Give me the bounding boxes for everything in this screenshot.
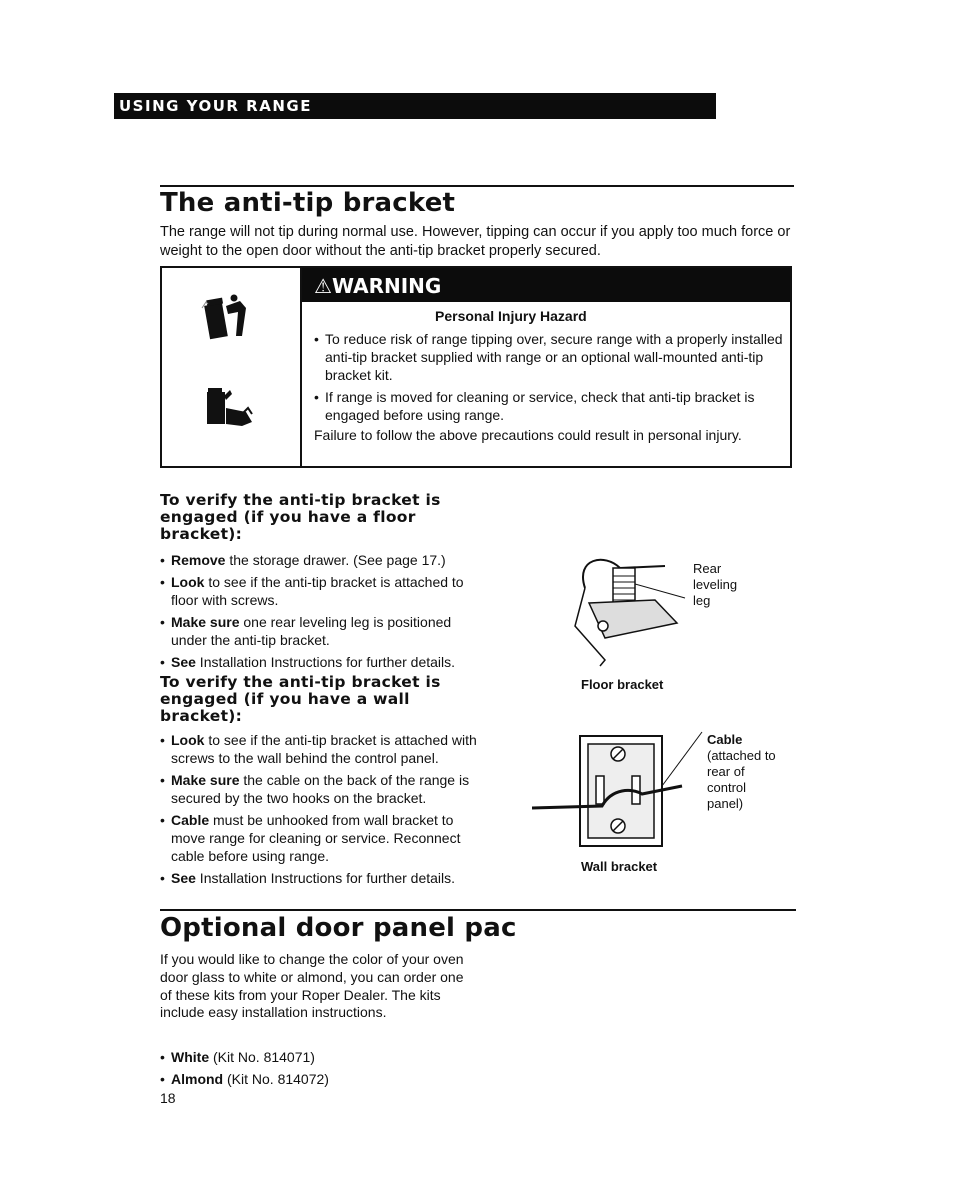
list-item: • See Installation Instructions for further details.: [160, 653, 490, 671]
list-item: • Make sure one rear leveling leg is positioned under the anti-tip bracket.: [160, 613, 490, 649]
warning-footer: Failure to follow the above precautions could result in personal injury.: [314, 427, 742, 443]
cable-label: Cable (attached to rear of control panel): [707, 732, 776, 811]
wall-heading: To verify the anti-tip bracket is engaged (if you have a wall bracket):: [160, 673, 441, 725]
section-rule: [160, 185, 794, 187]
warning-banner: [302, 268, 790, 302]
kit-list: [160, 1048, 460, 1092]
wall-list: [160, 731, 490, 891]
warning-label: WARNING: [331, 274, 442, 298]
list-item: • Cable must be unhooked from wall bracket to move range for cleaning or service. Reconnect cable before using range.: [160, 811, 490, 865]
tipping-range-illustration: [162, 268, 300, 466]
list-item: • Look to see if the anti-tip bracket is attached with screws to the wall behind the control panel.: [160, 731, 490, 767]
list-item: • Almond (Kit No. 814072): [160, 1070, 460, 1088]
floor-bracket-illustration: [565, 548, 695, 670]
floor-heading: To verify the anti-tip bracket is engaged (if you have a floor bracket):: [160, 491, 441, 543]
list-item: • See Installation Instructions for further details.: [160, 869, 490, 887]
warning-item: • To reduce risk of range tipping over, secure range with a properly installed anti-tip bracket supplied with range or an optional wall-mounted anti-tip bracket kit.: [314, 330, 784, 384]
section-rule: [160, 909, 796, 911]
floor-list: [160, 551, 490, 675]
page-number: 18: [160, 1090, 176, 1106]
section-header: USING YOUR RANGE: [114, 93, 716, 119]
range-tipping-icon: [202, 295, 246, 340]
wall-bracket-caption: Wall bracket: [581, 859, 658, 874]
list-item: • Remove the storage drawer. (See page 17.): [160, 551, 490, 569]
door-panel-intro: If you would like to change the color of your oven door glass to white or almond, you can order one of these kits from your Roper Dealer. The kits include easy installation instructions.: [160, 951, 464, 1021]
floor-bracket-caption: Floor bracket: [581, 677, 664, 692]
warning-illustrations: [162, 268, 302, 466]
warning-box: [160, 266, 792, 468]
anti-tip-title: The anti-tip bracket: [160, 188, 456, 218]
rear-leveling-leg-label: Rear leveling leg: [693, 561, 738, 608]
anti-tip-intro: The range will not tip during normal use. However, tipping can occur if you apply too much force or weight to the open door without the anti-tip bracket properly secured.: [160, 224, 791, 259]
warning-list: [314, 330, 784, 428]
wall-bracket-illustration: [532, 728, 712, 854]
list-item: • White (Kit No. 814071): [160, 1048, 460, 1066]
warning-item: • If range is moved for cleaning or service, check that anti-tip bracket is engaged before using range.: [314, 388, 784, 424]
warning-triangle-icon: ⚠: [314, 274, 332, 298]
range-anchored-icon: [207, 388, 252, 426]
list-item: • Look to see if the anti-tip bracket is attached to floor with screws.: [160, 573, 490, 609]
hazard-title: Personal Injury Hazard: [435, 308, 587, 324]
door-panel-title: Optional door panel pac: [160, 913, 517, 943]
list-item: • Make sure the cable on the back of the range is secured by the two hooks on the bracket.: [160, 771, 490, 807]
